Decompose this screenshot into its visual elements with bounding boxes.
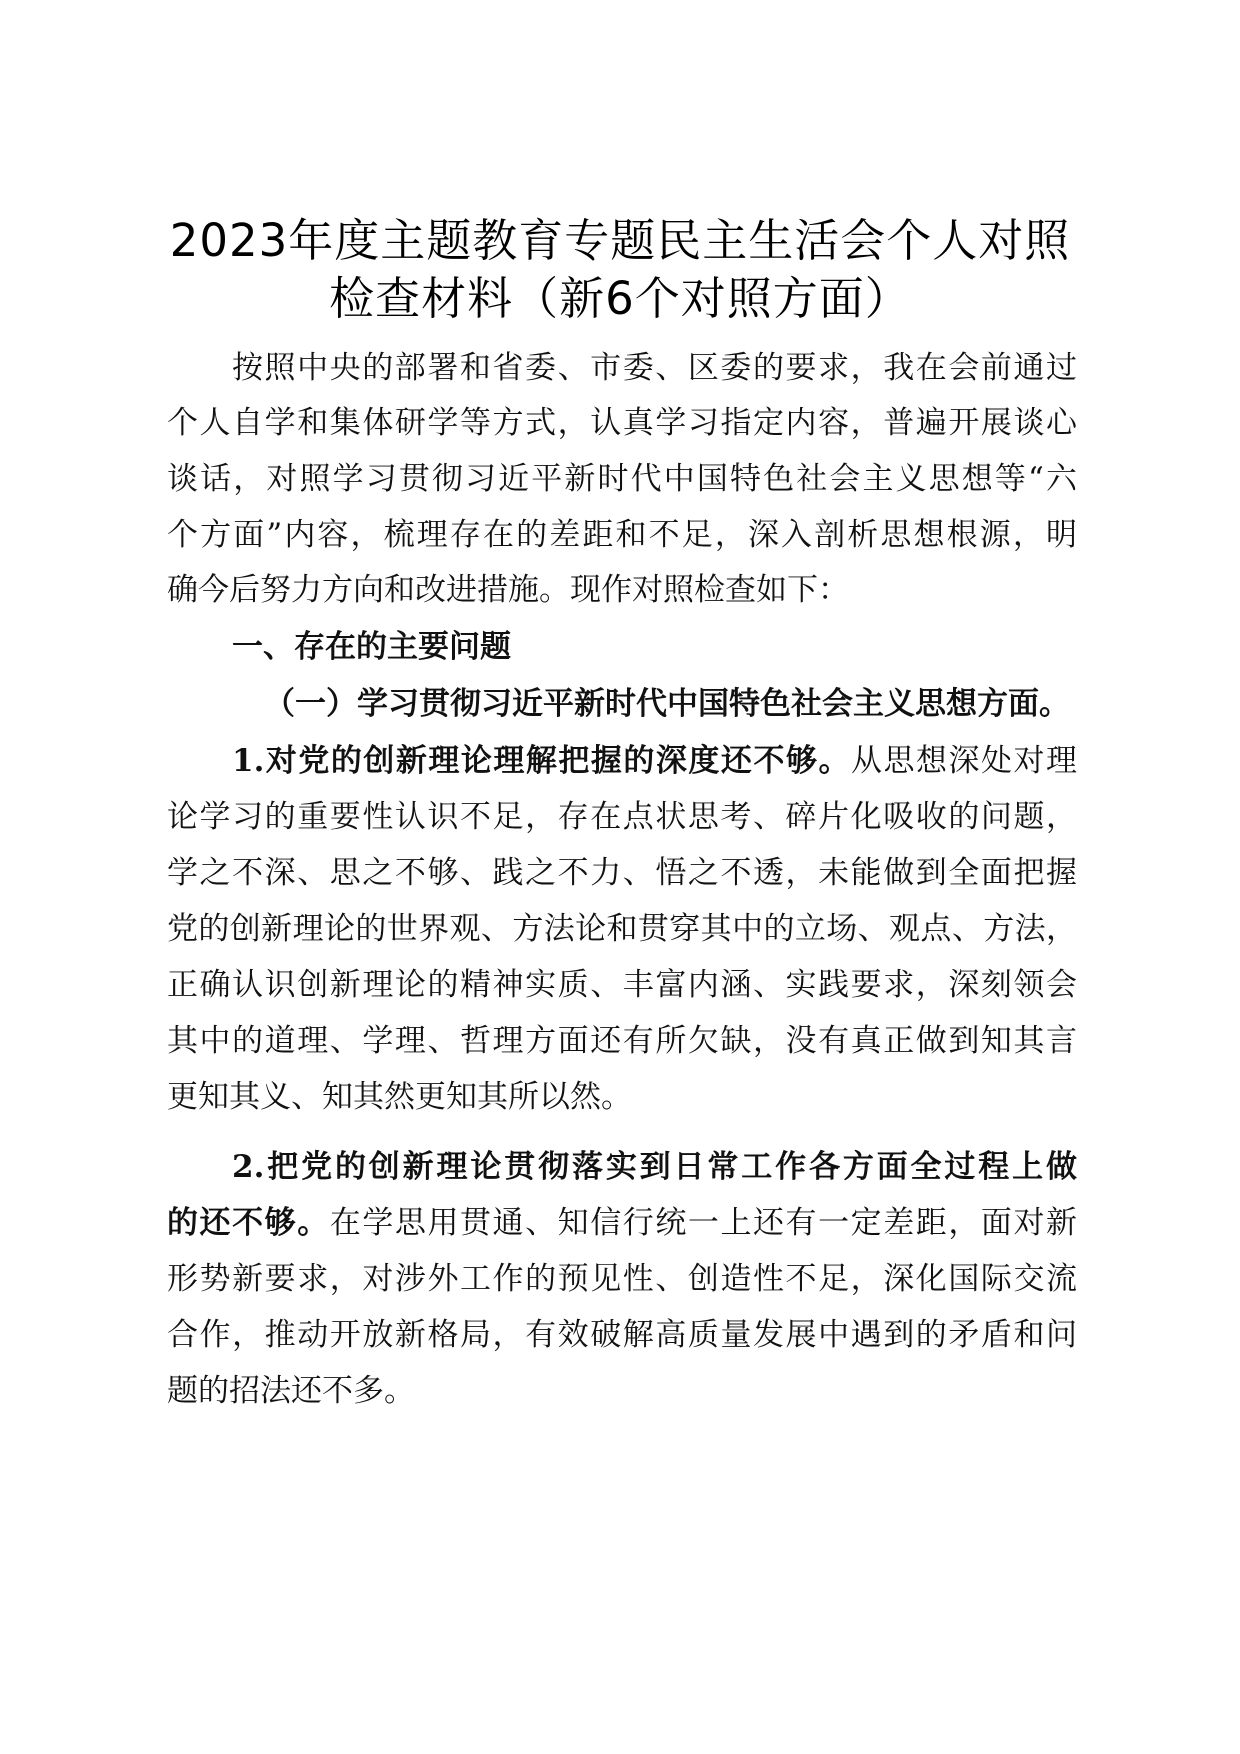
document-title-line-2: 检查材料（新6个对照方面） [329,272,911,325]
intro-line: 个人自学和集体研学等方式，认真学习指定内容，普遍开展谈心 [167,405,1077,441]
item-1-bold-lead: 1.对党的创新理论理解把握的深度还不够。 [232,743,851,779]
item-1-line: 更知其义、知其然更知其所以然。 [167,1079,632,1115]
intro-line: 谈话，对照学习贯彻习近平新时代中国特色社会主义思想等“六 [167,461,1077,497]
item-1-line: 党的创新理论的世界观、方法论和贯穿其中的立场、观点、方法， [167,911,1077,947]
item-1-text: 从思想深处对理 [850,743,1077,779]
item-2-line: 题的招法还不多。 [167,1373,415,1409]
document-title-line-1: 2023年度主题教育专题民主生活会个人对照 [169,214,1071,267]
item-2-line [167,1203,1077,1243]
item-1-line: 学之不深、思之不够、践之不力、悟之不透，未能做到全面把握 [167,855,1077,891]
item-2-line: 形势新要求，对涉外工作的预见性、创造性不足，深化国际交流 [167,1261,1077,1297]
subsection-heading: （一）学习贯彻习近平新时代中国特色社会主义思想方面。 [264,686,1070,722]
intro-line: 个方面”内容，梳理存在的差距和不足，深入剖析思想根源，明 [167,517,1077,553]
intro-line: 确今后努力方向和改进措施。现作对照检查如下： [167,572,849,608]
item-1-line: 正确认识创新理论的精神实质、丰富内涵、实践要求，深刻领会 [167,967,1077,1003]
section-heading: 一、存在的主要问题 [232,629,511,665]
item-1-line: 其中的道理、学理、哲理方面还有所欠缺，没有真正做到知其言 [167,1023,1077,1059]
item-1-line [232,741,1077,781]
item-2-line: 合作，推动开放新格局，有效破解高质量发展中遇到的矛盾和问 [167,1317,1077,1353]
item-2-text: 在学思用贯通、知信行统一上还有一定差距，面对新 [329,1205,1078,1241]
intro-line: 按照中央的部署和省委、市委、区委的要求，我在会前通过 [232,350,1077,386]
item-2-bold-line: 2.把党的创新理论贯彻落实到日常工作各方面全过程上做 [232,1149,1077,1185]
item-1-line: 论学习的重要性认识不足，存在点状思考、碎片化吸收的问题， [167,799,1077,835]
item-2-bold-lead: 的还不够。 [167,1205,330,1241]
